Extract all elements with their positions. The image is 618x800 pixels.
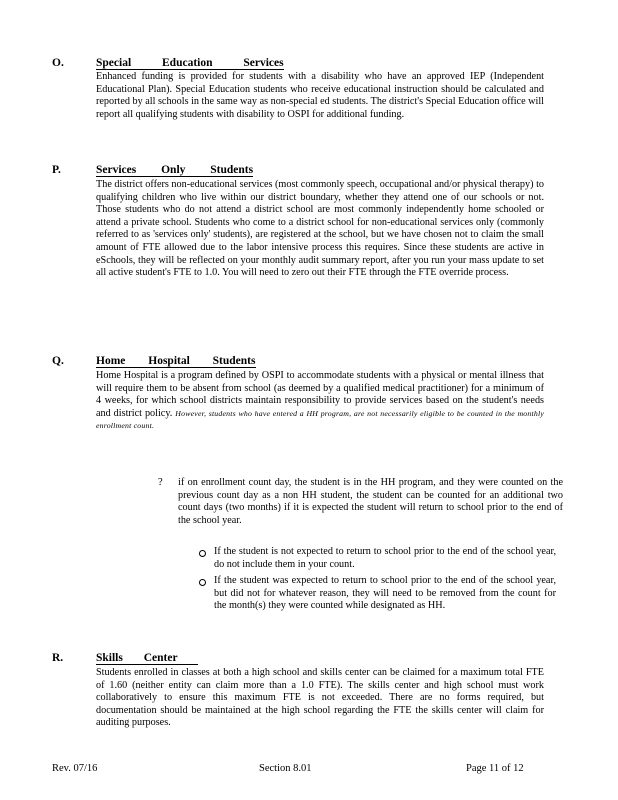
bullet-enrollment-text: if on enrollment count day, the student is in the HH program, and they were counted on the previous count day as a non HH student, the student can be counted for an additional two count days (two months) if it is expected the student will return to school prior to the end of the school year. <box>178 477 563 526</box>
section-letter-r: R. <box>52 652 64 664</box>
sub-bullet-not-expected: If the student is not expected to return to school prior to the end of the school year, do not include them in your count. <box>214 546 556 570</box>
section-letter-o: O. <box>52 57 64 69</box>
footer-revision: Rev. 07/16 <box>52 763 98 774</box>
footer-page-number: Page 11 of 12 <box>466 763 524 774</box>
section-body-services-only: The district offers non-educational services (most commonly speech, occupational and/or physical therapy) to qualifying children who live within our district boundary, whether they attend one of our schools or not. Those students who do not attend a district school are most commonly independently home schooled or attend a private school. Students who come to a district school for non-educational services only (commonly referred to as 'services only' students), are registered at the school, but we have chosen not to claim the small amount of FTE allowed due to the labor intensive process this requires. Since these students are active in eSchools, they will be reflected on your monthly audit summary report, after you run your mass update to set all active student's FTE to 1.0. You will need to zero out their FTE through the FTE override process. <box>96 179 544 279</box>
home-hospital-text: Home Hospital is a program defined by OSPI to accommodate students with a physical or mental illness that will require them to be absent from school (as deemed by a qualified medical practitioner) for a minimum of 4 weeks, for which school districts maintain responsibility to provide services based on the student's needs and district policy. <box>96 370 544 419</box>
section-letter-q: Q. <box>52 355 64 367</box>
footer-section: Section 8.01 <box>259 763 312 774</box>
section-title-skills-center: Skills Center <box>96 652 198 665</box>
circle-bullet-icon <box>199 550 206 557</box>
section-title-home-hospital: Home Hospital Students <box>96 355 256 367</box>
circle-bullet-icon <box>199 579 206 586</box>
section-body-skills-center: Students enrolled in classes at both a high school and skills center can be claimed for a maximum total FTE of 1.60 (neither entity can claim more than a 1.0 FTE). The skills center and high school must work collaboratively to ensure this maximum FTE is not exceeded. There are no forms required, but documentation should be maintained at the high school regarding the FTE the skills center will claim for auditing purposes. <box>96 667 544 729</box>
section-title-services-only: Services Only Students <box>96 164 254 176</box>
bullet-enrollment-count <box>178 477 563 527</box>
home-hospital-note: However, students who have entered a HH program, are not necessarily eligible to be counted in the monthly enrollment count. <box>96 408 544 431</box>
section-title-special-education: Special Education Services <box>96 57 284 69</box>
section-letter-p: P. <box>52 164 61 176</box>
bullet-mark: ? <box>158 477 163 488</box>
sub-bullet-was-expected: If the student was expected to return to school prior to the end of the school year, but did not for whatever reason, they will need to be removed from the count for the month(s) they were counted while designated as HH. <box>214 575 556 612</box>
section-body-special-education: Enhanced funding is provided for students with a disability who have an approved IEP (Independent Educational Plan). Special Education students who receive educational instruction should be calculated and reported by all schools in the same way as non-special ed students. The district's Special Education office will report all qualifying students with disability to OSPI for additional funding. <box>96 71 544 120</box>
section-body-home-hospital <box>96 370 544 433</box>
